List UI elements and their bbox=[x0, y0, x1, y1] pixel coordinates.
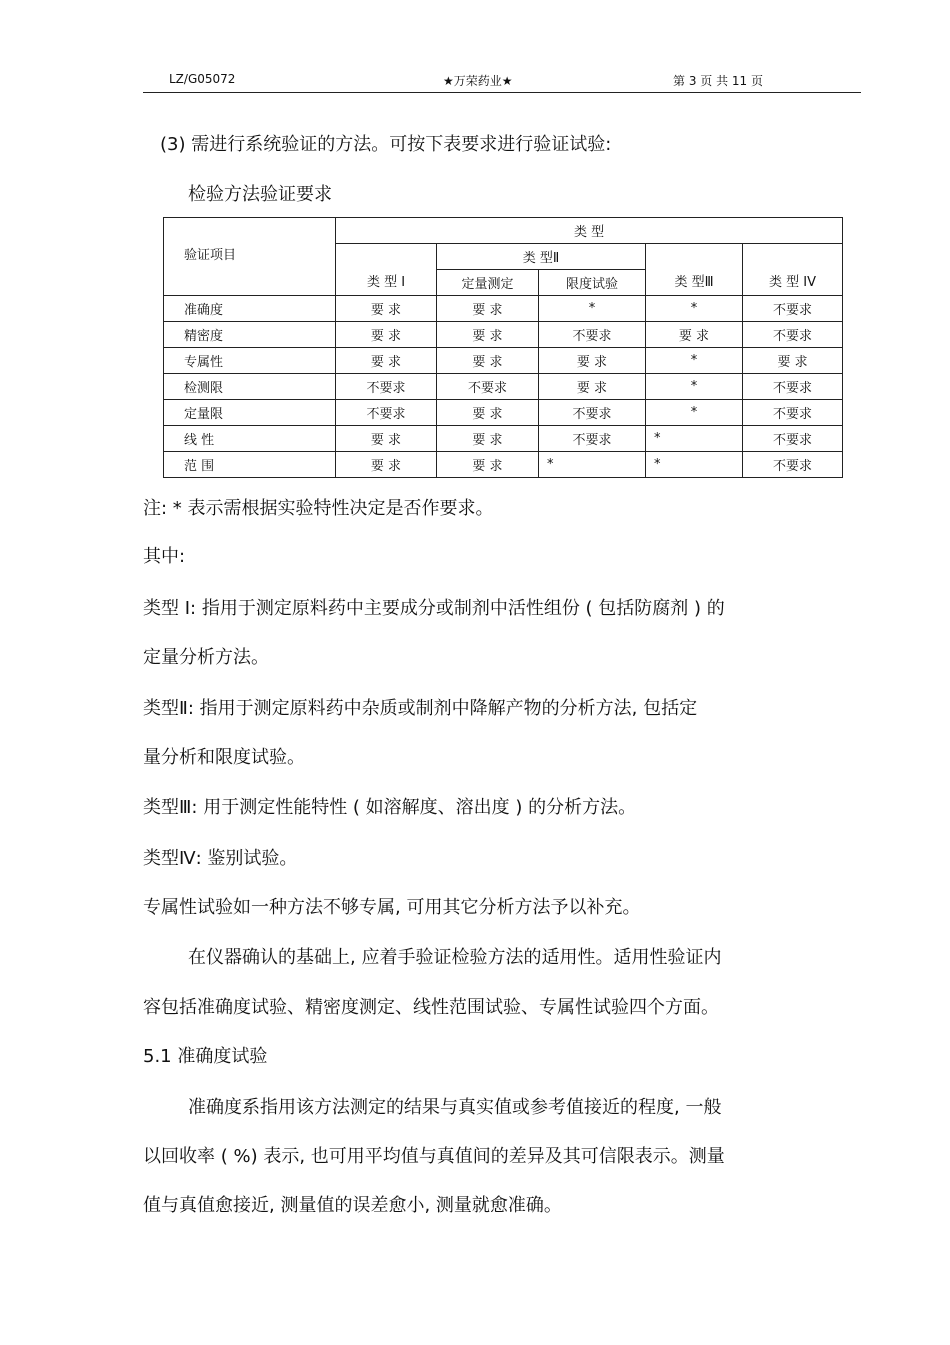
cell-type4: 不要求 bbox=[743, 296, 843, 322]
table-row bbox=[164, 296, 843, 322]
row-item: 线 性 bbox=[164, 426, 336, 452]
cell-type3: * bbox=[646, 348, 743, 374]
cell-type1: 要 求 bbox=[336, 322, 437, 348]
cell-type1: 要 求 bbox=[336, 452, 437, 478]
header-limit-test: 限度试验 bbox=[539, 270, 646, 296]
cell-type2-limit: * bbox=[539, 296, 646, 322]
table-title: 检验方法验证要求 bbox=[188, 184, 332, 205]
cell-type2-quant: 要 求 bbox=[437, 322, 539, 348]
type2-description: 类型Ⅱ: 指用于测定原料药中杂质或制剂中降解产物的分析方法, 包括定 bbox=[143, 698, 698, 719]
page-header bbox=[143, 64, 861, 93]
header-type: 类 型 bbox=[336, 218, 843, 244]
section-heading: 5.1 准确度试验 bbox=[143, 1046, 268, 1067]
specificity-note: 专属性试验如一种方法不够专属, 可用其它分析方法予以补充。 bbox=[143, 897, 641, 918]
among-label: 其中: bbox=[143, 546, 186, 567]
row-item: 专属性 bbox=[164, 348, 336, 374]
table-row bbox=[164, 374, 843, 400]
row-item: 准确度 bbox=[164, 296, 336, 322]
table-note: 注: * 表示需根据实验特性决定是否作要求。 bbox=[143, 498, 494, 519]
cell-type2-quant: 要 求 bbox=[437, 348, 539, 374]
cell-type4: 不要求 bbox=[743, 322, 843, 348]
table-row bbox=[164, 322, 843, 348]
type1-description: 类型 I: 指用于测定原料药中主要成分或制剂中活性组份 ( 包括防腐剂 ) 的 bbox=[143, 598, 725, 619]
paragraph-2-cont: 以回收率 ( %) 表示, 也可用平均值与真值间的差异及其可信限表示。测量 bbox=[143, 1146, 725, 1167]
cell-type2-quant: 要 求 bbox=[437, 452, 539, 478]
cell-type2-quant: 要 求 bbox=[437, 426, 539, 452]
intro-line: (3) 需进行系统验证的方法。可按下表要求进行验证试验: bbox=[160, 134, 612, 155]
cell-type1: 要 求 bbox=[336, 426, 437, 452]
cell-type3: 要 求 bbox=[646, 322, 743, 348]
cell-type2-limit: 不要求 bbox=[539, 426, 646, 452]
row-item: 精密度 bbox=[164, 322, 336, 348]
cell-type4: 不要求 bbox=[743, 400, 843, 426]
document-code: LZ/G05072 bbox=[169, 72, 236, 86]
cell-type2-limit: 不要求 bbox=[539, 400, 646, 426]
validation-requirements-table bbox=[163, 217, 843, 478]
paragraph-1: 在仪器确认的基础上, 应着手验证检验方法的适用性。适用性验证内 bbox=[188, 947, 722, 968]
header-type1: 类 型 I bbox=[336, 244, 437, 296]
cell-type2-quant: 要 求 bbox=[437, 400, 539, 426]
cell-type4: 要 求 bbox=[743, 348, 843, 374]
cell-type2-limit: 要 求 bbox=[539, 374, 646, 400]
cell-type2-quant: 不要求 bbox=[437, 374, 539, 400]
cell-type3: * bbox=[646, 426, 743, 452]
paragraph-2: 准确度系指用该方法测定的结果与真实值或参考值接近的程度, 一般 bbox=[188, 1097, 722, 1118]
header-type4: 类 型 IV bbox=[743, 244, 843, 296]
cell-type2-limit: 要 求 bbox=[539, 348, 646, 374]
table-row bbox=[164, 426, 843, 452]
cell-type3: * bbox=[646, 452, 743, 478]
cell-type1: 要 求 bbox=[336, 296, 437, 322]
type4-description: 类型Ⅳ: 鉴别试验。 bbox=[143, 848, 298, 869]
cell-type3: * bbox=[646, 400, 743, 426]
row-item: 检测限 bbox=[164, 374, 336, 400]
cell-type1: 不要求 bbox=[336, 400, 437, 426]
table-row bbox=[164, 400, 843, 426]
table-row bbox=[164, 348, 843, 374]
cell-type4: 不要求 bbox=[743, 426, 843, 452]
cell-type3: * bbox=[646, 374, 743, 400]
page-number: 第 3 页 共 11 页 bbox=[673, 74, 763, 88]
paragraph-1-cont: 容包括准确度试验、精密度测定、线性范围试验、专属性试验四个方面。 bbox=[143, 997, 719, 1018]
cell-type1: 不要求 bbox=[336, 374, 437, 400]
row-item: 定量限 bbox=[164, 400, 336, 426]
table-header-row bbox=[164, 218, 843, 244]
company-name: ★万荣药业★ bbox=[443, 74, 513, 88]
type3-description: 类型Ⅲ: 用于测定性能特性 ( 如溶解度、溶出度 ) 的分析方法。 bbox=[143, 797, 637, 818]
cell-type2-limit: * bbox=[539, 452, 646, 478]
row-item: 范 围 bbox=[164, 452, 336, 478]
cell-type2-quant: 要 求 bbox=[437, 296, 539, 322]
table-row bbox=[164, 452, 843, 478]
header-type2: 类 型Ⅱ bbox=[437, 244, 646, 270]
type1-description-cont: 定量分析方法。 bbox=[143, 647, 269, 668]
paragraph-2-end: 值与真值愈接近, 测量值的误差愈小, 测量就愈准确。 bbox=[143, 1195, 562, 1216]
header-quantitative: 定量测定 bbox=[437, 270, 539, 296]
header-type3: 类 型Ⅲ bbox=[646, 244, 743, 296]
cell-type4: 不要求 bbox=[743, 374, 843, 400]
header-item: 验证项目 bbox=[164, 218, 336, 296]
type2-description-cont: 量分析和限度试验。 bbox=[143, 747, 305, 768]
cell-type2-limit: 不要求 bbox=[539, 322, 646, 348]
cell-type4: 不要求 bbox=[743, 452, 843, 478]
cell-type3: * bbox=[646, 296, 743, 322]
cell-type1: 要 求 bbox=[336, 348, 437, 374]
